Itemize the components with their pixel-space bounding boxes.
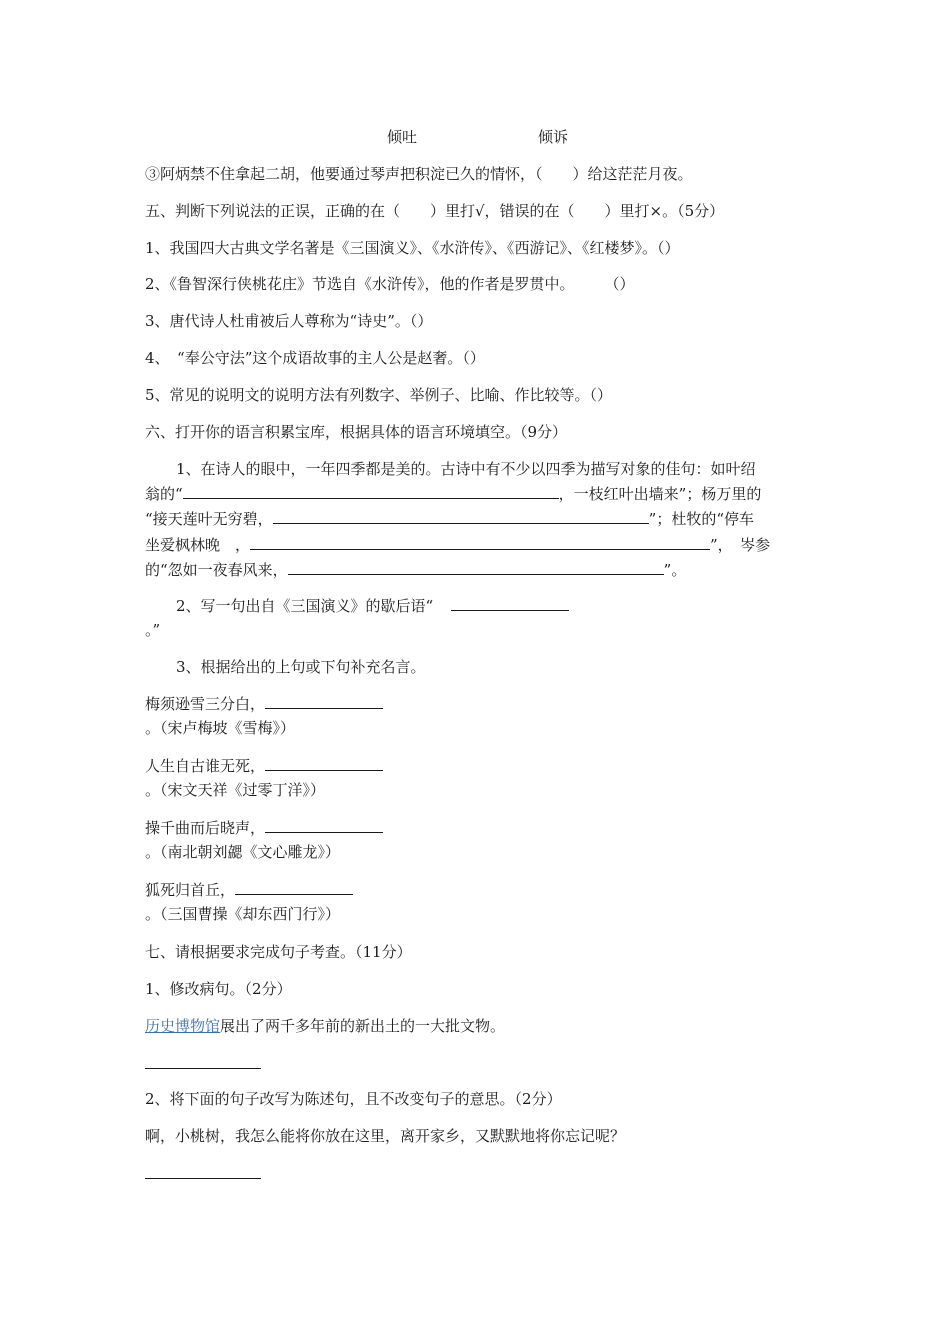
- poem-q1-intro: 1、在诗人的眼中，一年四季都是美的。古诗中有不少以四季为描写对象的佳句：如叶绍: [176, 460, 756, 478]
- blank[interactable]: [265, 756, 383, 771]
- quote-3-source: 。（南北朝刘勰《文心雕龙》）: [145, 843, 341, 861]
- answer-line-1[interactable]: [145, 1068, 261, 1069]
- sec7-q1-heading: 1、修改病句。（2分）: [145, 980, 292, 998]
- blank[interactable]: [273, 509, 649, 524]
- museum-link[interactable]: 历史博物馆: [145, 1017, 221, 1035]
- blank[interactable]: [250, 535, 710, 550]
- blank[interactable]: [451, 596, 569, 611]
- sec7-q2-heading: 2、将下面的句子改写为陈述句，且不改变句子的意思。（2分）: [145, 1090, 562, 1108]
- quote-4-source: 。（三国曹操《却东西门行》）: [145, 905, 341, 923]
- poem-q2-line1: 2、写一句出自《三国演义》的歇后语“: [176, 596, 569, 616]
- poem-q1-line5: 的“忽如一夜春风来， ”。: [145, 561, 687, 579]
- blank[interactable]: [183, 484, 559, 499]
- sec7-q2-sentence: 啊，小桃树，我怎么能将你放在这里，离开家乡，又默默地将你忘记呢？: [145, 1127, 626, 1145]
- judge-item-5: 5、常见的说明文的说明方法有列数字、举例子、比喻、作比较等。（）: [145, 386, 613, 404]
- word-option-1: 倾吐: [387, 128, 418, 146]
- blank[interactable]: [288, 560, 664, 575]
- quote-4-line: 狐死归首丘，: [145, 880, 353, 900]
- poem-q1-line2: 翁的“ ，一枝红叶出墙来”；杨万里的: [145, 485, 762, 503]
- poem-q3-heading: 3、根据给出的上句或下句补充名言。: [176, 658, 426, 676]
- poem-q2-line2: 。”: [145, 621, 161, 639]
- section-5-heading: 五、判断下列说法的正误，正确的在（ ）里打√，错误的在（ ）里打×。（5分）: [145, 202, 725, 220]
- answer-line-2[interactable]: [145, 1178, 261, 1179]
- quote-2-source: 。（宋文天祥《过零丁洋》）: [145, 781, 326, 799]
- blank[interactable]: [235, 880, 353, 895]
- quote-2-line: 人生自古谁无死，: [145, 756, 383, 776]
- section-6-heading: 六、打开你的语言积累宝库，根据具体的语言环境填空。（9分）: [145, 423, 568, 441]
- sec7-q1-sentence: 历史博物馆展出了两千多年前的新出土的一大批文物。: [145, 1017, 506, 1035]
- blank[interactable]: [265, 818, 383, 833]
- judge-item-1: 1、我国四大古典文学名著是《三国演义》、《水浒传》、《西游记》、《红楼梦》。（）: [145, 239, 680, 257]
- quote-3-line: 操千曲而后晓声，: [145, 818, 383, 838]
- quote-1-line: 梅须逊雪三分白，: [145, 694, 383, 714]
- quote-1-source: 。（宋卢梅坡《雪梅》）: [145, 719, 296, 737]
- blank[interactable]: [265, 694, 383, 709]
- judge-item-4: 4、 “奉公守法”这个成语故事的主人公是赵奢。（）: [145, 349, 485, 367]
- section-7-heading: 七、请根据要求完成句子考查。（11分）: [145, 943, 412, 961]
- poem-q1-line3: “接天莲叶无穷碧， ”；杜牧的“停车: [145, 510, 755, 528]
- judge-item-2: 2、《鲁智深行侠桃花庄》节选自《水浒传》，他的作者是罗贯中。 （）: [145, 275, 635, 293]
- q3-sentence: ③阿炳禁不住拿起二胡，他要通过琴声把积淀已久的情怀，（ ）给这茫茫月夜。: [145, 165, 693, 183]
- judge-item-3: 3、唐代诗人杜甫被后人尊称为“诗史”。（）: [145, 312, 433, 330]
- word-option-2: 倾诉: [538, 128, 569, 146]
- poem-q1-line4: 坐爱枫林晚 ， ”， 岑参: [145, 536, 771, 554]
